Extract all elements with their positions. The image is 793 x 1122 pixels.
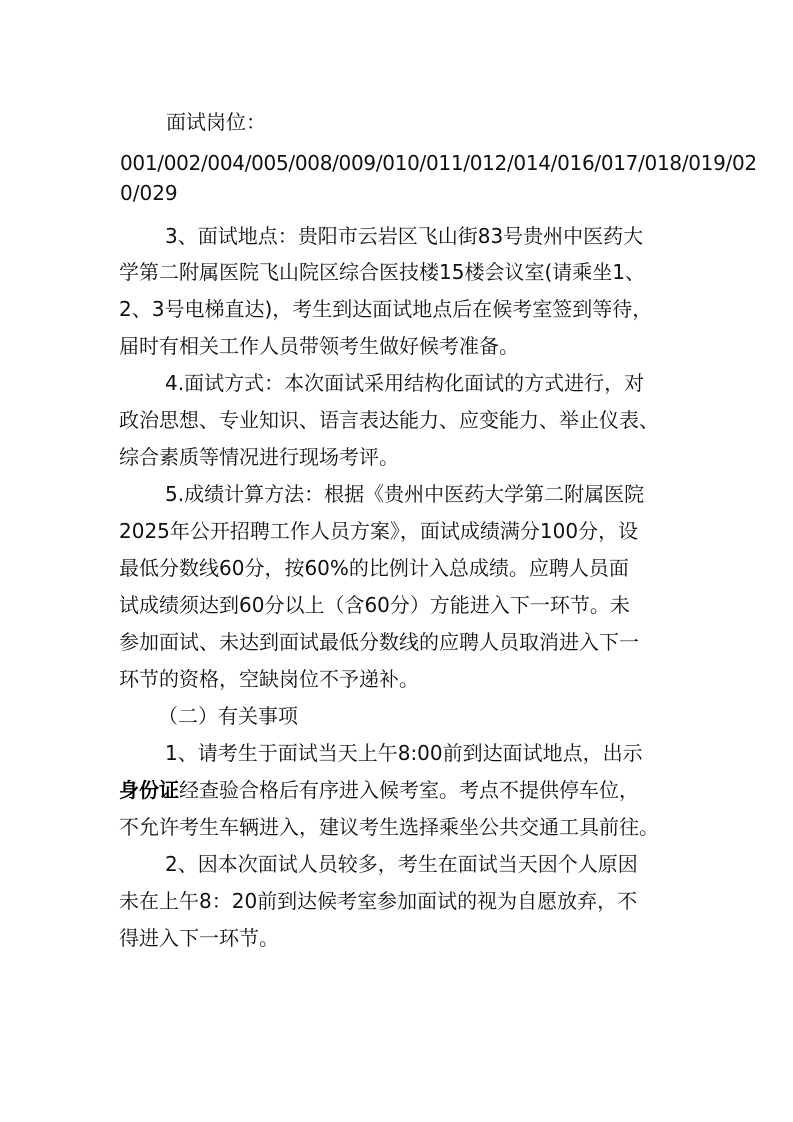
notice-2-line-3: 得进入下一环节。	[119, 926, 279, 950]
score-line-3: 最低分数线60分，按60%的比例计入总成绩。应聘人员面	[119, 556, 629, 580]
notice-2-line-1: 2、因本次面试人员较多，考生在面试当天因个人原因	[165, 852, 638, 876]
position-label: 面试岗位：	[166, 110, 266, 134]
location-line-2: 学第二附属医院飞山院区综合医技楼15楼会议室(请乘坐1、	[119, 260, 645, 284]
score-line-2: 2025年公开招聘工作人员方案》，面试成绩满分100分，设	[119, 519, 639, 543]
score-line-1: 5.成绩计算方法：根据《贵州中医药大学第二附属医院	[165, 482, 645, 506]
section-2-heading: （二）有关事项	[158, 704, 298, 728]
score-line-6: 环节的资格，空缺岗位不予递补。	[119, 667, 419, 691]
method-line-2: 政治思想、专业知识、语言表达能力、应变能力、举止仪表、	[119, 408, 659, 432]
method-line-3: 综合素质等情况进行现场考评。	[119, 445, 399, 469]
score-line-4: 试成绩须达到60分以上（含60分）方能进入下一环节。未	[119, 593, 630, 617]
location-line-1: 3、面试地点：贵阳市云岩区飞山街83号贵州中医药大	[165, 224, 644, 248]
location-line-3: 2、3号电梯直达)，考生到达面试地点后在候考室签到等待，	[119, 297, 653, 321]
method-line-1: 4.面试方式：本次面试采用结构化面试的方式进行，对	[165, 371, 645, 395]
notice-1-line-3: 不允许考生车辆进入，建议考生选择乘坐公共交通工具前往。	[119, 815, 659, 839]
id-card-emphasis: 身份证	[119, 778, 179, 802]
notice-2-line-2: 未在上午8：20前到达候考室参加面试的视为自愿放弃，不	[119, 889, 638, 913]
location-line-4: 届时有相关工作人员带领考生做好候考准备。	[119, 334, 519, 358]
notice-1-line-1: 1、请考生于面试当天上午8:00前到达面试地点，出示	[165, 741, 643, 765]
position-codes-line-1: 001/002/004/005/008/009/010/011/012/014/016/017/018/019/02	[120, 151, 757, 175]
notice-1-line-2-rest: 经查验合格后有序进入候考室。考点不提供停车位，	[179, 778, 639, 802]
position-codes-line-2: 0/029	[120, 181, 178, 205]
notice-1-line-2	[119, 772, 639, 808]
score-line-5: 参加面试、未达到面试最低分数线的应聘人员取消进入下一	[119, 630, 639, 654]
